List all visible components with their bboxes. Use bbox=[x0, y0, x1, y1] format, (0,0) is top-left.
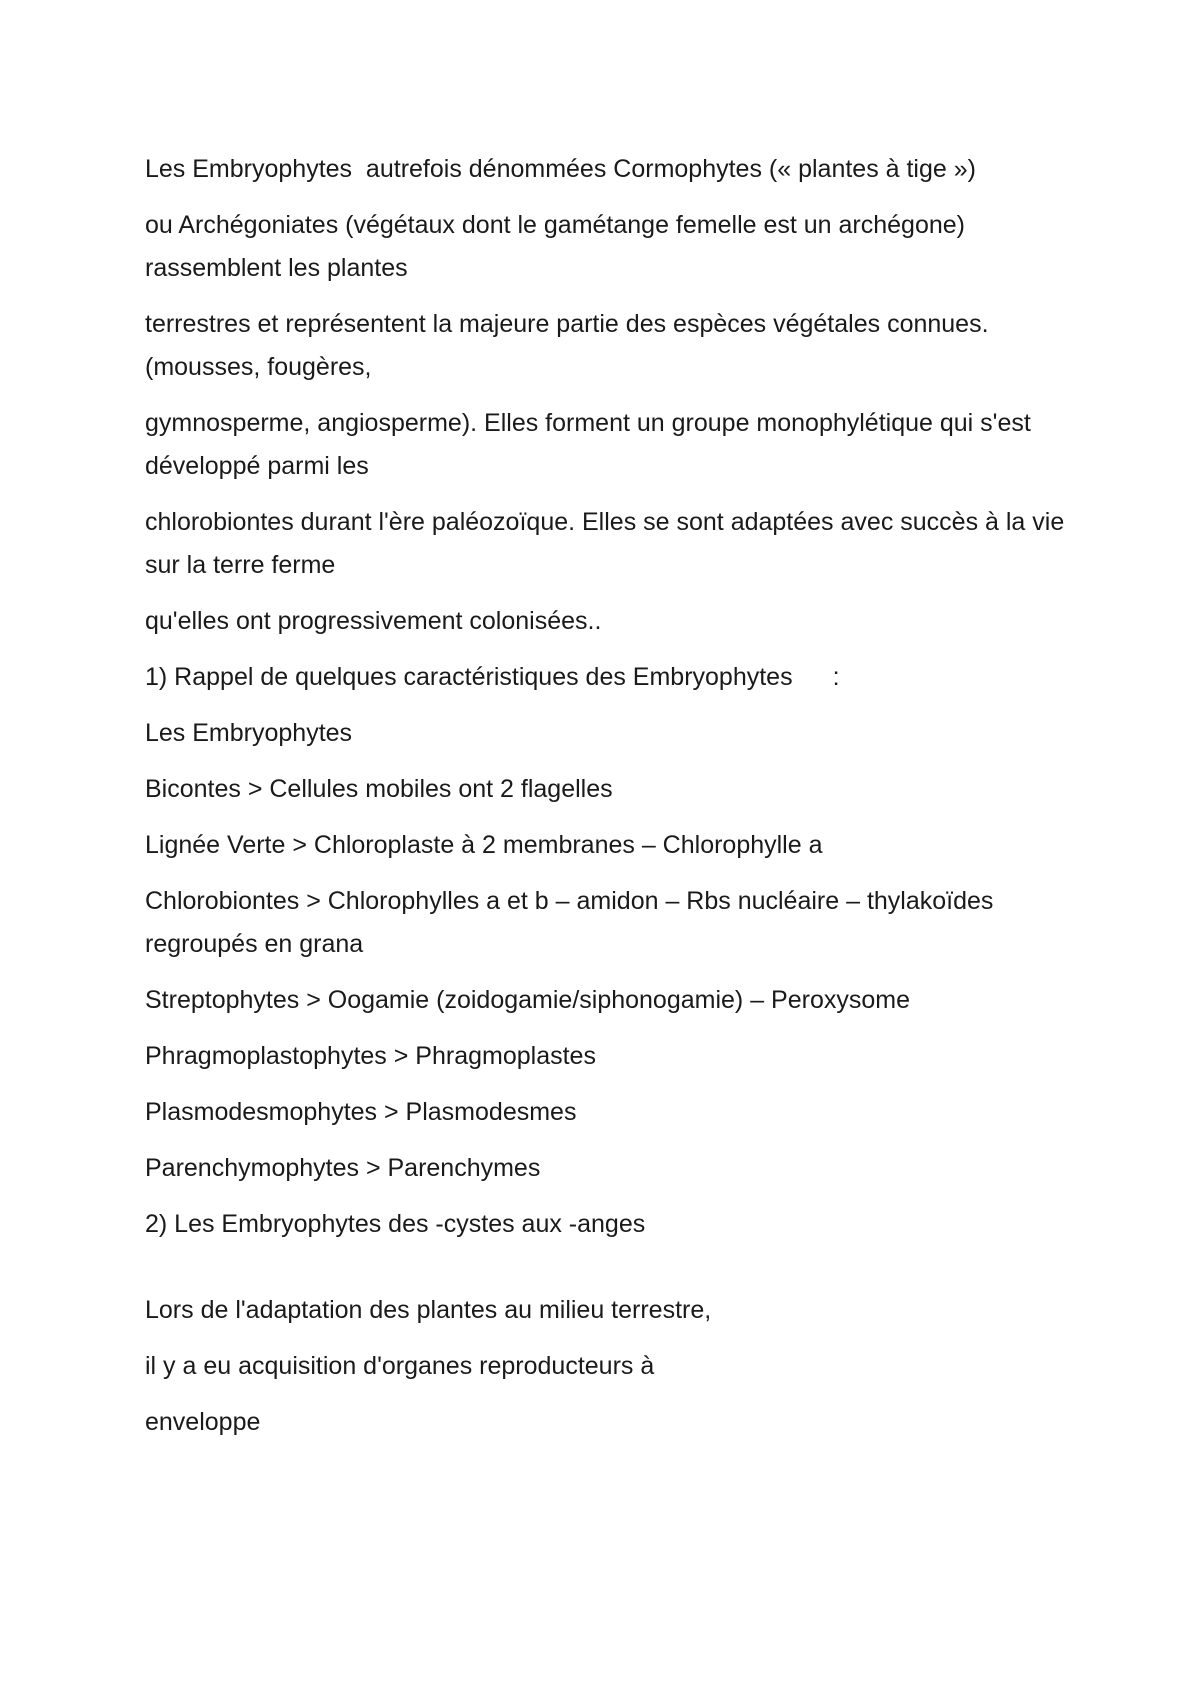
paragraph-adaptation-2: il y a eu acquisition d'organes reproducteurs à bbox=[145, 1352, 655, 1380]
paragraph-intro-2: ou Archégoniates (végétaux dont le gamétange femelle est un archégone) rassemblent les plantes bbox=[145, 211, 972, 282]
paragraph-intro-4: gymnosperme, angiosperme). Elles forment un groupe monophylétique qui s'est développé parmi les bbox=[145, 409, 1038, 480]
document-body bbox=[145, 148, 1075, 1457]
list-item-streptophytes: Streptophytes > Oogamie (zoidogamie/siphonogamie) – Peroxysome bbox=[145, 986, 910, 1014]
paragraph-adaptation-3: enveloppe bbox=[145, 1408, 261, 1436]
paragraph-intro-3: terrestres et représentent la majeure partie des espèces végétales connues. (mousses, fougères, bbox=[145, 310, 996, 381]
paragraph-intro-5: chlorobiontes durant l'ère paléozoïque. Elles se sont adaptées avec succès à la vie sur la terre ferme bbox=[145, 508, 1072, 579]
paragraph-intro-6: qu'elles ont progressivement colonisées.. bbox=[145, 607, 602, 635]
list-item-chlorobiontes: Chlorobiontes > Chlorophylles a et b – amidon – Rbs nucléaire – thylakoïdes regroupés en grana bbox=[145, 887, 1001, 958]
paragraph-adaptation-1: Lors de l'adaptation des plantes au milieu terrestre, bbox=[145, 1296, 712, 1324]
list-title: Les Embryophytes bbox=[145, 719, 353, 747]
section-heading-1-text: 1) Rappel de quelques caractéristiques des Embryophytes bbox=[145, 663, 793, 691]
list-item-lignee-verte: Lignée Verte > Chloroplaste à 2 membranes – Chlorophylle a bbox=[145, 831, 823, 859]
section-heading-1-colon: : bbox=[832, 663, 840, 691]
list-item-phragmoplastophytes: Phragmoplastophytes > Phragmoplastes bbox=[145, 1042, 596, 1070]
list-item-bicontes: Bicontes > Cellules mobiles ont 2 flagelles bbox=[145, 775, 613, 803]
list-item-plasmodesmophytes: Plasmodesmophytes > Plasmodesmes bbox=[145, 1098, 577, 1126]
paragraph-intro-1: Les Embryophytes autrefois dénommées Cormophytes (« plantes à tige ») bbox=[145, 155, 976, 183]
section-heading-1 bbox=[145, 656, 1075, 699]
section-heading-2: 2) Les Embryophytes des -cystes aux -anges bbox=[145, 1210, 646, 1238]
list-item-parenchymophytes: Parenchymophytes > Parenchymes bbox=[145, 1154, 541, 1182]
